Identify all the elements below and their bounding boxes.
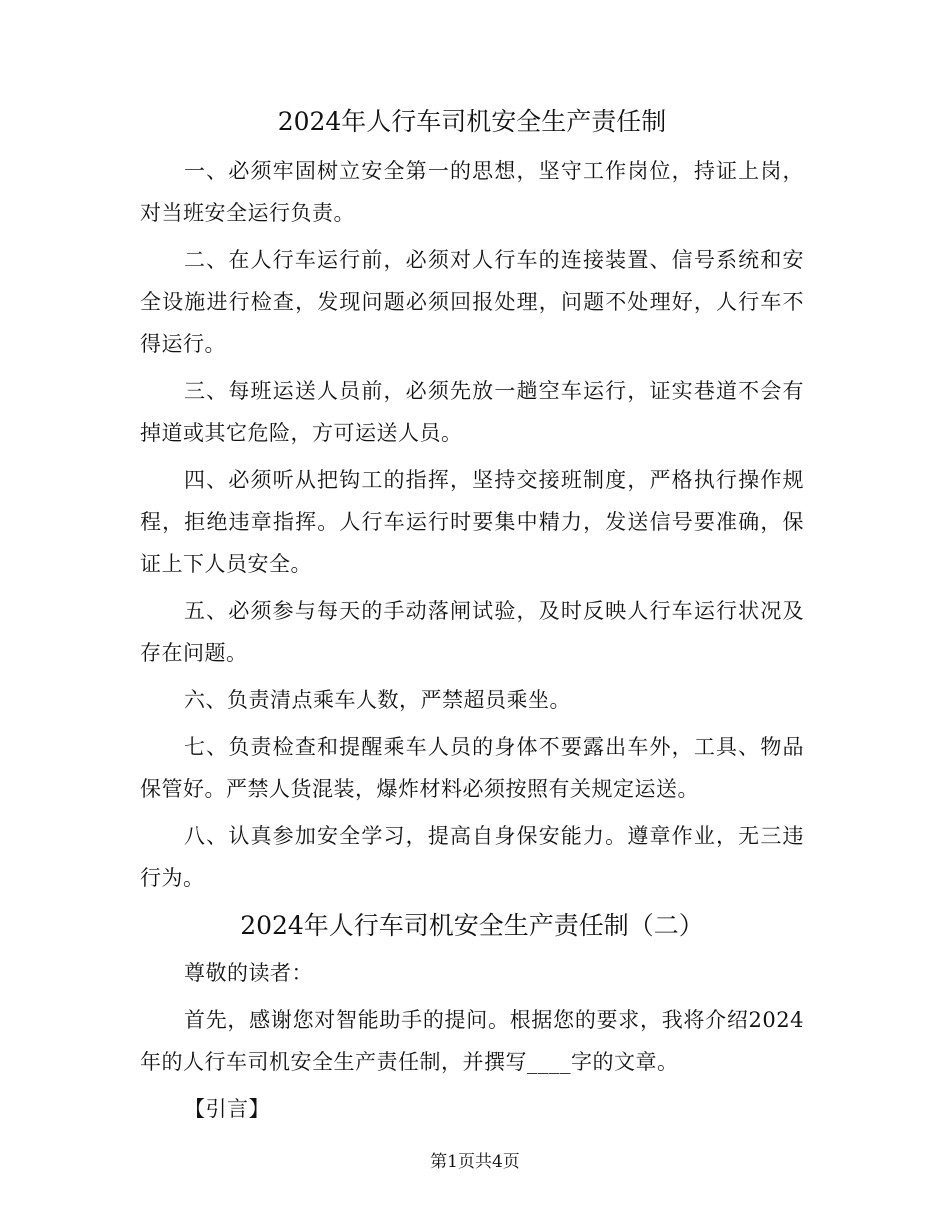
- paragraph-8: 八、认真参加安全学习，提高自身保安能力。遵章作业，无三违行为。: [140, 824, 804, 890]
- intro-paragraph: 首先，感谢您对智能助手的提问。根据您的要求，我将介绍2024年的人行车司机安全生产责任制，并撰写____字的文章。: [140, 1008, 804, 1074]
- paragraph-3: 三、每班运送人员前，必须先放一趟空车运行，证实巷道不会有掉道或其它危险，方可运送人员。: [140, 379, 804, 445]
- salutation: 尊敬的读者：: [184, 961, 313, 985]
- paragraph-6: 六、负责清点乘车人数，严禁超员乘坐。: [184, 688, 571, 712]
- paragraph-1: 一、必须牢固树立安全第一的思想，坚守工作岗位，持证上岗，对当班安全运行负责。: [140, 159, 804, 225]
- paragraph-2: 二、在人行车运行前，必须对人行车的连接装置、信号系统和安全设施进行检查，发现问题必须回报处理，问题不处理好，人行车不得运行。: [140, 248, 804, 356]
- paragraph-4: 四、必须听从把钩工的指挥，坚持交接班制度，严格执行操作规程，拒绝违章指挥。人行车运行时要集中精力，发送信号要准确，保证上下人员安全。: [140, 468, 804, 576]
- paragraph-5: 五、必须参与每天的手动落闸试验，及时反映人行车运行状况及存在问题。: [140, 599, 804, 665]
- page-number-footer: 第1页共4页: [430, 1152, 520, 1172]
- section-title-2: 2024年人行车司机安全生产责任制（二）: [240, 911, 704, 940]
- document-body: [140, 100, 804, 1135]
- section-heading-introduction: 【引言】: [184, 1097, 270, 1121]
- paragraph-7: 七、负责检查和提醒乘车人员的身体不要露出车外，工具、物品保管好。严禁人货混装，爆炸材料必须按照有关规定运送。: [140, 735, 804, 801]
- document-title: 2024年人行车司机安全生产责任制: [277, 107, 667, 136]
